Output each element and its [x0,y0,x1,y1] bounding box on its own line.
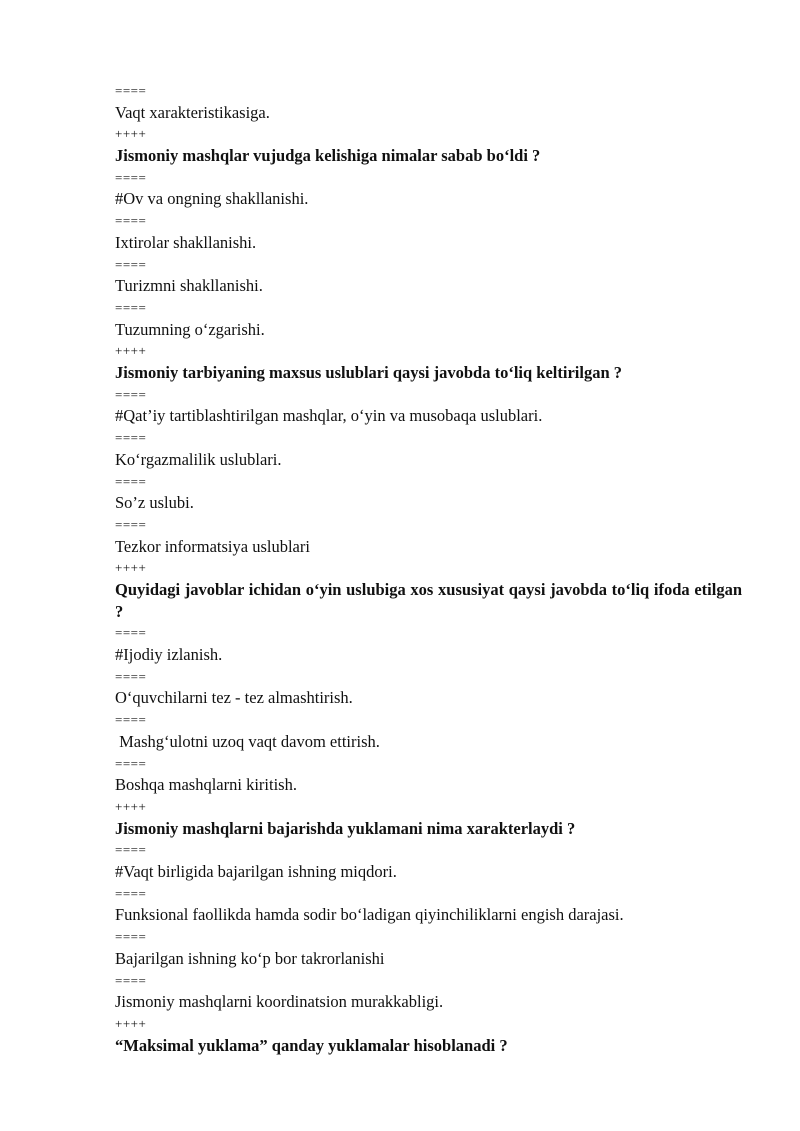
separator: ==== [115,885,147,901]
separator: ==== [115,386,147,402]
separator: ==== [115,169,147,185]
answer-option: #Ijodiy izlanish. [115,645,223,665]
separator: ==== [115,668,147,684]
answer-option: Jismoniy mashqlarni koordinatsion murakkabligi. [115,992,444,1012]
answer-option: #Ov va ongning shakllanishi. [115,189,309,209]
answer-option: #Vaqt birligida bajarilgan ishning miqdori. [115,862,397,882]
document-page [115,80,742,1056]
separator: ==== [115,972,147,988]
question-text: “Maksimal yuklama” qanday yuklamalar hisoblanadi ? [115,1035,508,1055]
separator: ++++ [115,1015,147,1031]
separator: ==== [115,213,147,229]
separator: ==== [115,473,147,489]
question-text: Jismoniy mashqlarni bajarishda yuklamani nima xarakterlaydi ? [115,818,576,838]
separator: ++++ [115,126,147,142]
answer-option: Turizmni shakllanishi. [115,276,263,296]
separator: ++++ [115,343,147,359]
answer-option: #Qat’iy tartiblashtirilgan mashqlar, o‘yin va musobaqa uslublari. [115,406,543,426]
answer-option: Boshqa mashqlarni kiritish. [115,775,297,795]
answer-option: Vaqt xarakteristikasiga. [115,102,270,122]
separator: ==== [115,299,147,315]
separator: ==== [115,929,147,945]
separator: ==== [115,842,147,858]
separator: ==== [115,430,147,446]
separator: ==== [115,516,147,532]
answer-option: O‘quvchilarni tez - tez almashtirish. [115,688,353,708]
question-text: Quyidagi javoblar ichidan o‘yin uslubiga xos xususiyat qaysi javobda to‘liq ifoda etilgan ? [115,579,742,621]
separator: ==== [115,256,147,272]
answer-option: Bajarilgan ishning ko‘p bor takrorlanishi [115,948,385,968]
separator: ++++ [115,560,147,576]
answer-option: Ko‘rgazmalilik uslublari. [115,449,282,469]
question-text: Jismoniy tarbiyaning maxsus uslublari qaysi javobda to‘liq keltirilgan ? [115,363,623,383]
separator: ++++ [115,798,147,814]
separator: ==== [115,625,147,641]
answer-option: Funksional faollikda hamda sodir bo‘ladigan qiyinchiliklarni engish darajasi. [115,905,624,925]
answer-option: Mashg‘ulotni uzoq vaqt davom ettirish. [115,731,380,751]
separator: ==== [115,755,147,771]
answer-option: So’z uslubi. [115,493,194,513]
separator: ==== [115,712,147,728]
answer-option: Tuzumning o‘zgarishi. [115,319,265,339]
question-text: Jismoniy mashqlar vujudga kelishiga nimalar sabab bo‘ldi ? [115,146,541,166]
separator: ==== [115,83,147,98]
answer-option: Ixtirolar shakllanishi. [115,232,257,252]
answer-option: Tezkor informatsiya uslublari [115,536,310,556]
